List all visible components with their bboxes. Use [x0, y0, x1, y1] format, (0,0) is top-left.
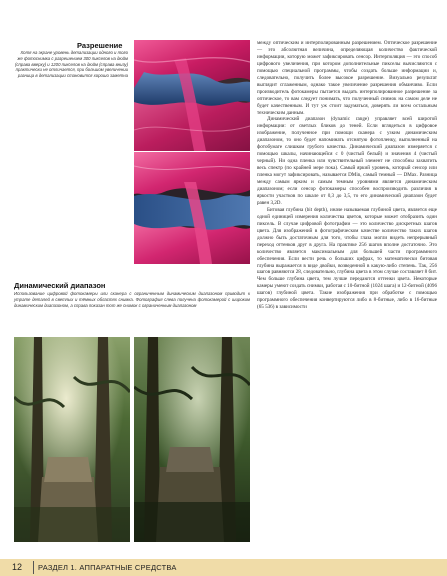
forest-ruins-photo-icon — [134, 337, 250, 542]
caption-dynamic-range: Использование цифровой фотокамеры или сканера с ограниченным динамическим диапазоном приводит к утрате деталей в светлых и тёмных областях снимка. Фотография слева получена фотокамерой с широким динамическим диапазоном, а справа показан тот же снимок с ограниченным диапазоном — [14, 291, 250, 308]
paragraph-dynamic-range: Динамический диапазон (dynamic range) управляет всей широтой информации: от светлых бликов до теней. Если вглядеться в цифровое изображение, полученное при помощи сканера с узким динамическим диапазоном, то оно будет напоминать отснятую фотопленку, выполненный на фотобумаге слишком грубого качества. Динамический диапазон измеряется с помощью шкалы, начинающейся с 0 (чистый белый) и значения 4 (чистый черный). Ни одна пленка или чувствительный элемент не способны захватить весь спектр (по крайней мере пока). Самый яркий уровень, который сенсор или пленка могут зафиксировать, называется DMin, самый темный — DMax. Разница между самым ярким и самым темным уровнями является динамическим диапазоном; если сенсор фотокамеры способен воспроизводить различия в яркости участков по шкале от 0,3 до 3,5, то его динамический диапазон будет равен 3,2D. — [257, 116, 437, 206]
photo-resolution-300ppi — [134, 40, 250, 151]
page-number: 12 — [12, 562, 23, 572]
article-body — [257, 40, 437, 554]
footer-divider — [33, 561, 34, 574]
fabric-knot-photo-icon — [134, 40, 250, 151]
caption-resolution: Хотя на экране уровень детализации одного и того же фотоснимка с разрешением 300 пикселов на дюйм (справа вверху) и 1200 пикселов на дюйм (справа внизу) практически не отличается, при большом увеличении разница в детализации становится хорошо заметна — [14, 50, 128, 79]
photo-limited-dynamic-range — [134, 337, 250, 542]
photo-resolution-1200ppi — [134, 152, 250, 264]
section-title-dynamic-range: Динамический диапазон — [14, 281, 106, 290]
fabric-knot-photo-icon — [134, 152, 250, 264]
forest-ruins-photo-icon — [14, 337, 130, 542]
photo-wide-dynamic-range — [14, 337, 130, 542]
section-title-resolution: Разрешение — [77, 41, 123, 50]
paragraph-resolution-end: между оптическим и интерполированным разрешением. Оптическое разрешение — это абсолютная величина, определяющая количество фактической информации, которую может зафиксировать сенсор. Интерполяция — это способ цифрового увеличения, при котором дополнительные пикселы вычисляются с помощью специальной программы, чтобы создать больше информации и, следовательно, получить более высокое разрешение. Визуально результат выглядит сглаженным, однако такое увеличение разрешения обманчиво. Если производитель фотокамеры пытается выдать интерполированное разрешение за оптическое, то вам следует понимать, что полученный снимок на самом деле не будет качественным. И тут уж стоит задуматься, доверять ли всем остальным техническим данным. — [257, 40, 437, 116]
chapter-title: РАЗДЕЛ 1. АППАРАТНЫЕ СРЕДСТВА — [38, 563, 177, 572]
paragraph-bit-depth: Битовая глубина (bit depth), иначе называемая глубиной цвета, является еще одной единицей измерения количества цветов, которые может отобразить один пиксель. В случае цифровой фотографии — это количество дискретных шагов цвета. Для изображений в фотографическом качестве количество таких шагов должно быть достаточным для того, чтобы глаза могли видеть непрерывный переход оттенков друг в друга. На практике 256 шагов вполне достаточно. Это количество является максимальным для большей части программного обеспечения. Если вести речь о больших цифрах, то математически битовая глубина выражается в виде двойки, возведенной в какую-либо степень. Так, 256 шагов равняются 28, следовательно, глубина цвета в этом случае составляет 8 бит. Чем больше глубина цвета, тем лучше передаются оттенки цвета. Некоторые камеры умеют создать снимки, работая с 10-битной (1024 шага) и 12-битной (4096 шагов) глубиной цвета. Такие изображения при обработке с помощью программного обеспечения конвертируются либо в 8-битные, либо в 16-битные (65 536) в зависимости — [257, 206, 437, 311]
